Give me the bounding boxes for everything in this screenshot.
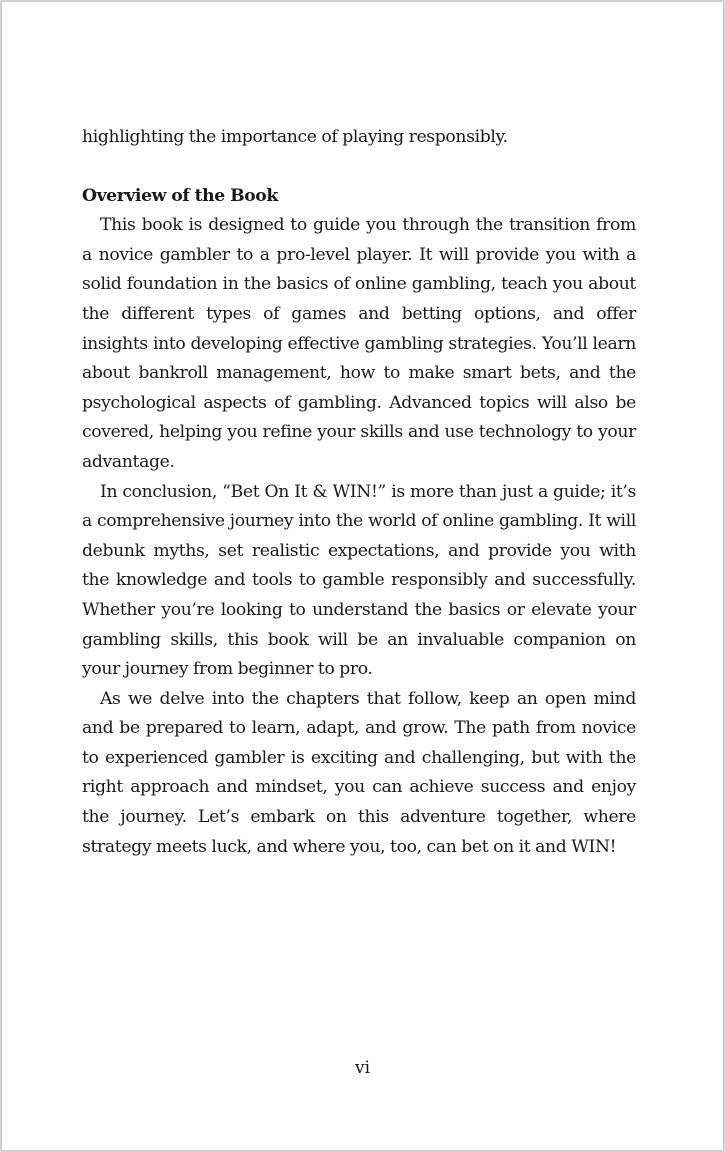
- page-body: [82, 123, 636, 862]
- paragraph-overview: This book is designed to guide you through the transition from a novice gambler to a pro-level player. It will provide you with a solid foundation in the basics of online gambling, teach you about the different types of games and betting options, and offer insights into developing effective gambling strategies. You’ll learn about bankroll management, how to make smart bets, and the psychological aspects of gambling. Advanced topics will also be covered, helping you refine your skills and use technology to your advantage.: [82, 215, 636, 472]
- paragraph-conclusion: In conclusion, “Bet On It & WIN!” is more than just a guide; it’s a comprehensive journey into the world of online gambling. It will debunk myths, set realistic expectations, and provide you with the knowledge and tools to gamble responsibly and successfully. Whether you’re looking to understand the basics or elevate your gambling skills, this book will be an invaluable companion on your journey from beginner to pro.: [82, 481, 636, 680]
- paragraph-closing: As we delve into the chapters that follow, keep an open mind and be prepared to learn, adapt, and grow. The path from novice to experienced gambler is exciting and challenging, but with the right approach and mindset, you can achieve success and enjoy the journey. Let’s embark on this adventure together, where strategy meets luck, and where you, too, can bet on it and WIN!: [82, 688, 636, 857]
- document-page: [2, 2, 723, 1150]
- page-number: vi: [354, 1058, 371, 1078]
- section-spacer: [82, 153, 636, 182]
- section-heading: Overview of the Book: [82, 185, 278, 206]
- continued-text: highlighting the importance of playing responsibly.: [82, 127, 508, 147]
